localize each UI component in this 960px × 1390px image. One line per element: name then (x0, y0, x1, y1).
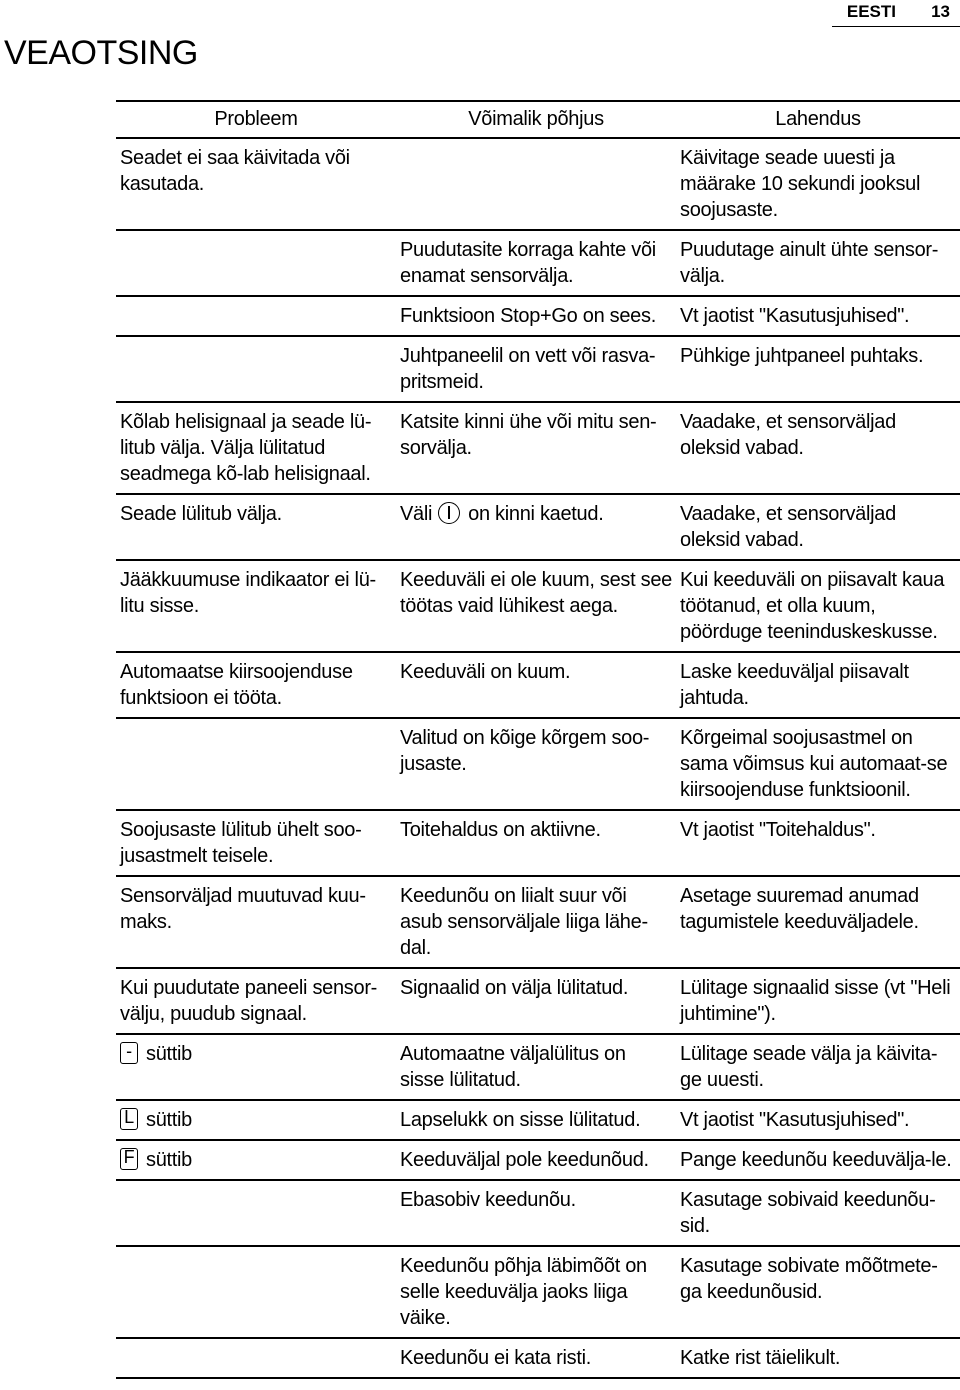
problem-cell (116, 230, 396, 296)
cause-cell: Keeduväli ei ole kuum, sest see töötas vaid lühikest aega. (396, 560, 676, 652)
child-lock-display-icon: L (120, 1108, 138, 1130)
problem-cell: Kõlab helisignaal ja seade lü-litub välja. Välja lülitatud seadmega kõ-lab helisignaal. (116, 402, 396, 494)
solution-cell: Kõrgeimal soojusastmel on sama võimsus kui automaat-se kiirsoojenduse funktsioonil. (676, 718, 960, 810)
problem-cell: Automaatse kiirsoojenduse funktsioon ei tööta. (116, 652, 396, 718)
header-rule (832, 26, 960, 27)
column-header-solution: Lahendus (676, 101, 960, 138)
cause-cell: Valitud on kõige kõrgem soo-jusaste. (396, 718, 676, 810)
cause-cell: Signaalid on välja lülitatud. (396, 968, 676, 1034)
cause-cell: Keedunõu põhja läbimõõt on selle keeduvälja jaoks liiga väike. (396, 1246, 676, 1338)
column-header-problem: Probleem (116, 101, 396, 138)
table-row (116, 138, 960, 230)
language-label: EESTI (846, 2, 896, 21)
table-row (116, 1034, 960, 1100)
troubleshooting-table (116, 100, 960, 1379)
cause-cell: Toitehaldus on aktiivne. (396, 810, 676, 876)
problem-cell (116, 296, 396, 336)
cause-cell: Automaatne väljalülitus on sisse lülitatud. (396, 1034, 676, 1100)
table-row (116, 494, 960, 560)
problem-cell (116, 1140, 396, 1180)
table-row (116, 560, 960, 652)
table-row (116, 1338, 960, 1378)
cause-cell: Juhtpaneelil on vett või rasva-pritsmeid. (396, 336, 676, 402)
solution-cell: Vt jaotist "Toitehaldus". (676, 810, 960, 876)
problem-cell: Seadet ei saa käivitada või kasutada. (116, 138, 396, 230)
table-row (116, 402, 960, 494)
solution-cell: Vaadake, et sensorväljad oleksid vabad. (676, 494, 960, 560)
solution-cell: Kasutage sobivate mõõtmete-ga keedunõusid. (676, 1246, 960, 1338)
solution-cell: Lülitage seade välja ja käivita-ge uuesti. (676, 1034, 960, 1100)
problem-cell (116, 1338, 396, 1378)
table-header-row (116, 101, 960, 138)
problem-cell: Jääkkuumuse indikaator ei lü-litu sisse. (116, 560, 396, 652)
cause-cell (396, 138, 676, 230)
solution-cell: Kui keeduväli on piisavalt kaua töötanud, et olla kuum, pöörduge teeninduskeskusse. (676, 560, 960, 652)
cause-cell: Funktsioon Stop+Go on sees. (396, 296, 676, 336)
cause-cell: Ebasobiv keedunõu. (396, 1180, 676, 1246)
cause-cell: Puudutasite korraga kahte või enamat sensorvälja. (396, 230, 676, 296)
table-row (116, 652, 960, 718)
cause-cell: Keeduväli on kuum. (396, 652, 676, 718)
solution-cell: Puudutage ainult ühte sensor-välja. (676, 230, 960, 296)
cause-text-pre: Väli (400, 503, 433, 525)
problem-cell (116, 336, 396, 402)
cause-cell: Keeduväljal pole keedunõud. (396, 1140, 676, 1180)
f-display-icon: F (120, 1148, 138, 1170)
cause-text-post: on kinni kaetud. (468, 503, 604, 525)
table-row (116, 810, 960, 876)
table-row (116, 1180, 960, 1246)
problem-cell (116, 1246, 396, 1338)
solution-cell: Laske keeduväljal piisavalt jahtuda. (676, 652, 960, 718)
solution-cell: Lülitage signaalid sisse (vt "Heli juhtimine"). (676, 968, 960, 1034)
cause-cell: Keedunõu on liialt suur või asub sensorväljale liiga lähe-dal. (396, 876, 676, 968)
on-off-symbol-icon (438, 502, 460, 524)
table-row (116, 1140, 960, 1180)
problem-cell: Seade lülitub välja. (116, 494, 396, 560)
solution-cell: Vt jaotist "Kasutusjuhised". (676, 296, 960, 336)
problem-cell (116, 1180, 396, 1246)
problem-text: süttib (146, 1149, 193, 1171)
problem-cell: Soojusaste lülitub ühelt soo-jusastmelt teisele. (116, 810, 396, 876)
problem-cell (116, 1034, 396, 1100)
page-title: VEAOTSING (4, 34, 198, 72)
page-number: 13 (931, 2, 950, 21)
problem-text: süttib (146, 1109, 193, 1131)
cause-cell: Keedunõu ei kata risti. (396, 1338, 676, 1378)
table-row (116, 968, 960, 1034)
solution-cell: Vaadake, et sensorväljad oleksid vabad. (676, 402, 960, 494)
cause-cell: Katsite kinni ühe või mitu sen-sorvälja. (396, 402, 676, 494)
solution-cell: Käivitage seade uuesti ja määrake 10 sekundi jooksul soojusaste. (676, 138, 960, 230)
problem-cell: Sensorväljad muutuvad kuu-maks. (116, 876, 396, 968)
column-header-cause: Võimalik põhjus (396, 101, 676, 138)
cause-cell (396, 494, 676, 560)
solution-cell: Asetage suuremad anumad tagumistele keeduväljadele. (676, 876, 960, 968)
problem-cell (116, 1100, 396, 1140)
solution-cell: Pange keedunõu keeduvälja-le. (676, 1140, 960, 1180)
table-row (116, 296, 960, 336)
table-row (116, 1246, 960, 1338)
table-row (116, 230, 960, 296)
solution-cell: Pühkige juhtpaneel puhtaks. (676, 336, 960, 402)
problem-cell: Kui puudutate paneeli sensor-välju, puudub signaal. (116, 968, 396, 1034)
dash-display-icon: - (120, 1042, 138, 1064)
table-row (116, 336, 960, 402)
problem-cell (116, 718, 396, 810)
table-row (116, 876, 960, 968)
cause-cell: Lapselukk on sisse lülitatud. (396, 1100, 676, 1140)
solution-cell: Katke rist täielikult. (676, 1338, 960, 1378)
table-row (116, 718, 960, 810)
solution-cell: Kasutage sobivaid keedunõu-sid. (676, 1180, 960, 1246)
problem-text: süttib (146, 1043, 193, 1065)
table-row (116, 1100, 960, 1140)
solution-cell: Vt jaotist "Kasutusjuhised". (676, 1100, 960, 1140)
